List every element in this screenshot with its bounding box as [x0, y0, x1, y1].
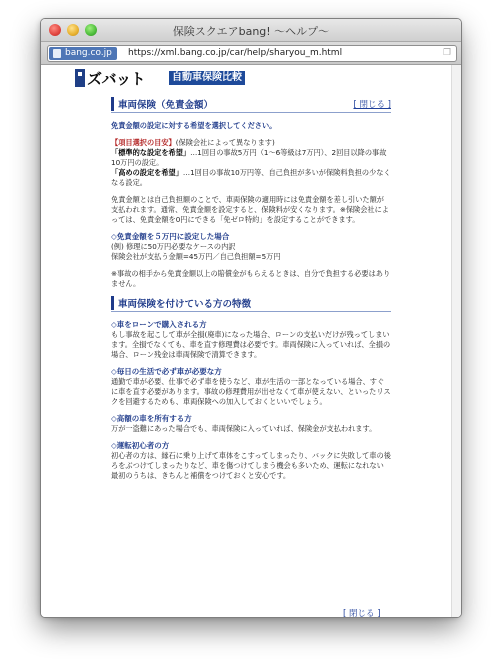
guide-label: 【項目選択の目安】	[111, 138, 176, 147]
guide-text: (保険会社によって異なります)	[175, 138, 275, 147]
feature-heading: ◇毎日の生活で必ず車が必要な方	[111, 367, 222, 376]
browser-window	[40, 18, 462, 618]
logo-mark-icon	[75, 69, 85, 87]
feature-item	[111, 320, 391, 360]
logo-badge: 自動車保険比較	[169, 71, 245, 85]
help-main	[111, 97, 391, 488]
close-link-top[interactable]: [ 閉じる ]	[353, 100, 391, 110]
section-title: 車両保険（免責金額）	[118, 100, 214, 111]
standard-label: 「標準的な設定を希望」	[111, 148, 191, 157]
page-icon	[53, 49, 61, 58]
logo-text: ズバット	[87, 70, 146, 88]
section-bar	[111, 97, 114, 111]
lead-text: 免責金額の設定に対する希望を選択してください。	[111, 121, 277, 130]
section-header-vehicle-deductible	[111, 97, 391, 113]
guide-block	[111, 138, 391, 188]
page-content	[41, 65, 461, 617]
feature-heading: ◇車をローンで購入される方	[111, 320, 207, 329]
window-title: 保険スクエアbang! 〜ヘルプ〜	[172, 25, 330, 38]
url-field[interactable]	[47, 45, 457, 62]
close-link-bottom[interactable]: [ 閉じる ]	[343, 609, 381, 618]
feature-heading: ◇高額の車を所有する方	[111, 414, 192, 423]
standard-text: …1回目の事故5万円（1〜6等級は7万円）、2回目以降の事故10万円の設定。	[111, 148, 387, 167]
note-text: ※事故の相手から免責金額以上の賠償金がもらえるときは、自分で負担する必要はありません。	[111, 269, 391, 288]
site-identity-chip[interactable]	[49, 47, 117, 60]
case-line-1: (例) 修理に50万円必要なケースの内訳	[111, 242, 236, 251]
feature-body: 万が一盗難にあった場合でも、車両保険に入っていれば、保険金が支払われます。	[111, 424, 377, 433]
case-title: ◇免責金額を５万円に設定した場合	[111, 232, 230, 241]
feature-item	[111, 367, 391, 407]
high-text: …1回目の事故10万円等、自己負担が多いが保険料負担の少なくなる設定。	[111, 168, 391, 187]
feature-body: 初心者の方は、縁石に乗り上げて車体をこすってしまったり、バックに失敗して車の後ろをぶつけてしまったりなど、車を傷つけてしまう機会も多いため、運転になれない最初のうちは、きちんと補償をつけておくと安心です。	[111, 451, 391, 480]
feature-body: もし事故を起こして車が全損(廃車)になった場合、ローンの支払いだけが残ってしまいます。全損でなくても、車を直す修理費は必要です。車両保険に入っていれば、全損の場合、ローン残金は車両保険で清算できます。	[111, 330, 391, 359]
site-chip-label: bang.co.jp	[65, 48, 112, 58]
deductible-explanation: 免責金額とは自己負担額のことで、車両保険の適用時には免責金額を差し引いた額が支払われます。通常、免責金額を設定すると、保険料が安くなります。※保険会社によっては、免責金額を0円にできる「免ゼロ特約」を設定することができます。	[111, 195, 389, 224]
high-label: 「高めの設定を希望」	[111, 168, 183, 177]
section-header-features	[111, 296, 391, 312]
case-block	[111, 232, 391, 262]
feature-item	[111, 414, 391, 434]
url-text[interactable]: https://xml.bang.co.jp/car/help/sharyou_m.html	[128, 48, 343, 58]
case-line-2: 保険会社が支払う金額=45万円／自己負担額=5万円	[111, 252, 281, 261]
feature-item	[111, 441, 391, 481]
vertical-scrollbar[interactable]	[451, 65, 461, 617]
section-bar	[111, 296, 114, 310]
bookmark-icon[interactable]: ❐	[443, 48, 452, 58]
address-bar	[41, 42, 461, 65]
section-title: 車両保険を付けている方の特徴	[118, 299, 252, 310]
feature-body: 通勤で車が必要、仕事で必ず車を使うなど、車が生活の一部となっている場合、すぐに車を直す必要があります。事故の修理費用が出せなくて車が使えない、といったリスクを回避するためも、車両保険への加入しておくといいでしょう。	[111, 377, 391, 406]
feature-heading: ◇運転初心者の方	[111, 441, 170, 450]
title-bar	[41, 19, 461, 42]
